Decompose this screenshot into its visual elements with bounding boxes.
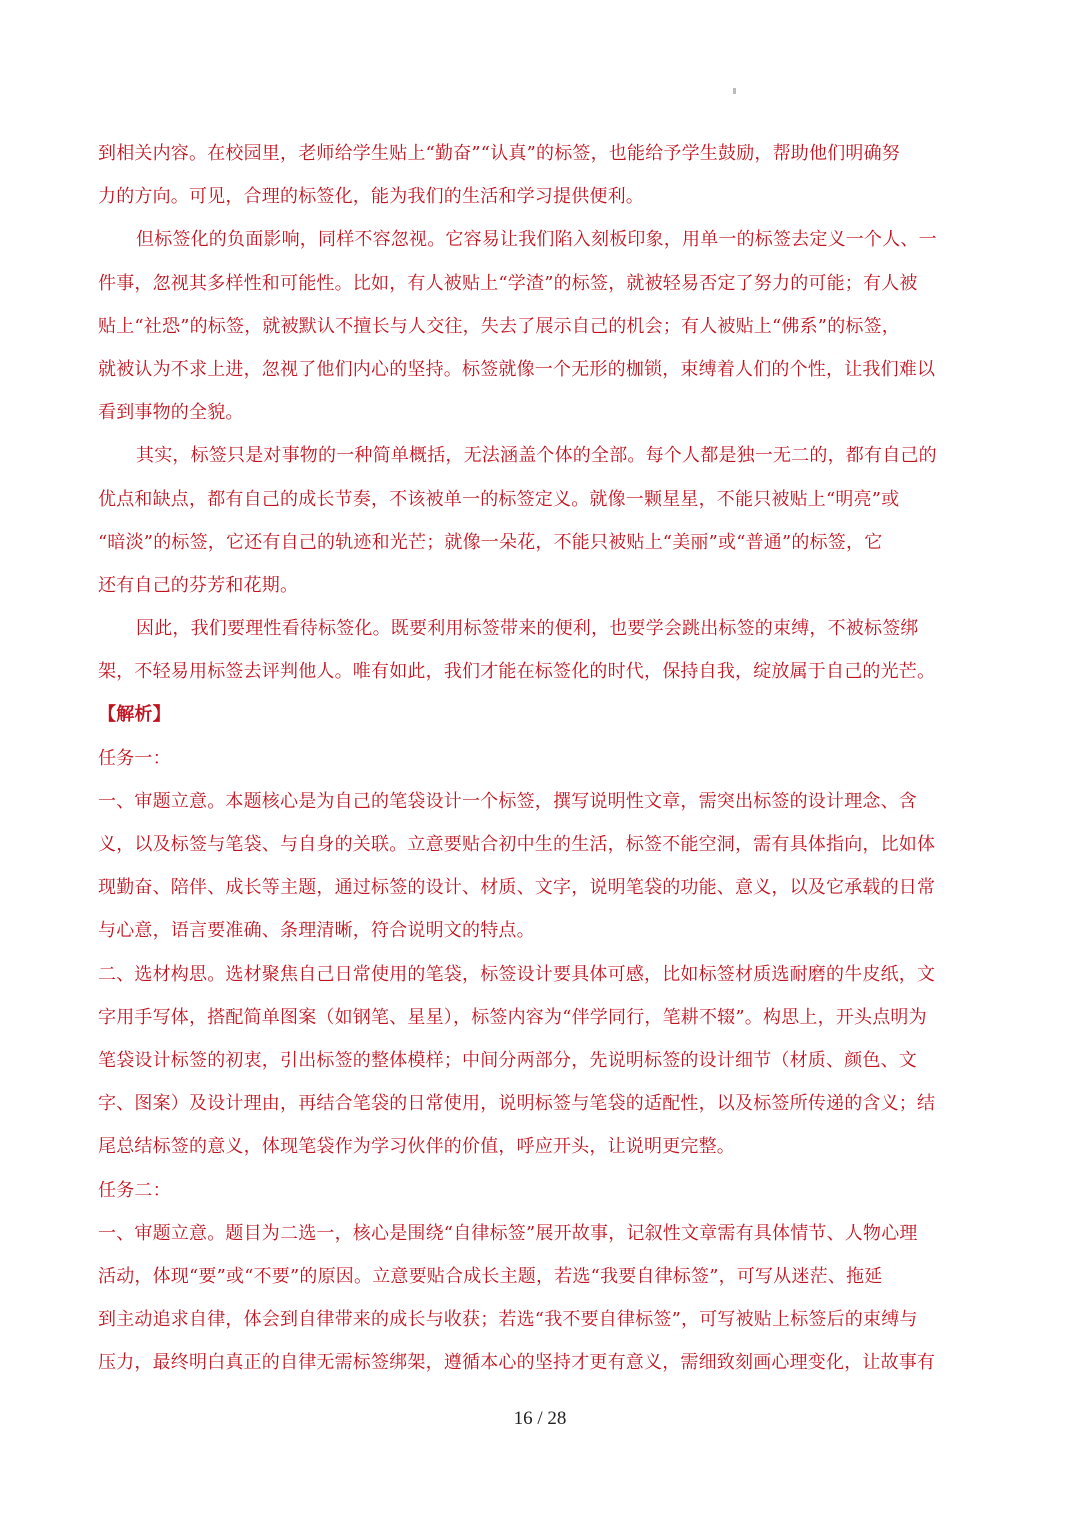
analysis-heading: 【解析】 (98, 704, 171, 726)
task-one-heading: 任务一： (98, 747, 171, 769)
text-line: 就被认为不求上进，忽视了他们内心的坚持。标签就像一个无形的枷锁，束缚着人们的个性，让我们难以 (98, 358, 936, 380)
text-line: 架，不轻易用标签去评判他人。唯有如此，我们才能在标签化的时代，保持自我，绽放属于自己的光芒。 (98, 661, 936, 683)
text-line: “暗淡”的标签，它还有自己的轨迹和光芒；就像一朵花，不能只被贴上“美丽”或“普通”的标签，它 (98, 531, 883, 553)
text-line: 字、图案）及设计理由，再结合笔袋的日常使用，说明标签与笔袋的适配性，以及标签所传递的含义；结 (98, 1093, 936, 1115)
text-line: 一、审题立意。本题核心是为自己的笔袋设计一个标签，撰写说明性文章，需突出标签的设计理念、含 (98, 790, 917, 812)
text-line: 件事，忽视其多样性和可能性。比如，有人被贴上“学渣”的标签，就被轻易否定了努力的可能；有人被 (98, 272, 918, 294)
text-line: 到相关内容。在校园里，老师给学生贴上“勤奋”“认真”的标签，也能给予学生鼓励，帮助他们明确努 (98, 143, 901, 164)
text-line: 看到事物的全貌。 (98, 402, 244, 424)
paragraph-start-line: 因此，我们要理性看待标签化。既要利用标签带来的便利，也要学会跳出标签的束缚，不被标签绑 (136, 618, 919, 640)
text-line: 字用手写体，搭配简单图案（如钢笔、星星），标签内容为“伴学同行，笔耕不辍”。构思上，开头点明为 (98, 1006, 927, 1028)
paragraph-start-line: 但标签化的负面影响，同样不容忽视。它容易让我们陷入刻板印象，用单一的标签去定义一个人、一 (136, 229, 937, 251)
text-line: 活动，体现“要”或“不要”的原因。立意要贴合成长主题，若选“我要自律标签”，可写从迷茫、拖延 (98, 1265, 883, 1287)
text-line: 与心意，语言要准确、条理清晰，符合说明文的特点。 (98, 920, 535, 942)
text-line: 现勤奋、陪伴、成长等主题，通过标签的设计、材质、文字，说明笔袋的功能、意义，以及它承载的日常 (98, 877, 936, 899)
page-number: 16 / 28 (513, 1408, 567, 1429)
text-line: 笔袋设计标签的初衷，引出标签的整体模样；中间分两部分，先说明标签的设计细节（材质、颜色、文 (98, 1049, 917, 1071)
paragraph-start-line: 其实，标签只是对事物的一种简单概括，无法涵盖个体的全部。每个人都是独一无二的，都有自己的 (136, 445, 937, 467)
text-line: 压力，最终明白真正的自律无需标签绑架，遵循本心的坚持才更有意义，需细致刻画心理变化，让故事有 (98, 1352, 936, 1374)
text-line: 力的方向。可见，合理的标签化，能为我们的生活和学习提供便利。 (98, 186, 644, 208)
text-line: 义，以及标签与笔袋、与自身的关联。立意要贴合初中生的生活，标签不能空洞，需有具体指向，比如体 (98, 834, 936, 855)
text-line: 优点和缺点，都有自己的成长节奏，不该被单一的标签定义。就像一颗星星，不能只被贴上“明亮”或 (98, 488, 900, 510)
text-line: 一、审题立意。题目为二选一，核心是围绕“自律标签”展开故事，记叙性文章需有具体情节、人物心理 (98, 1222, 918, 1244)
page-top-mark (733, 88, 736, 94)
text-line: 二、选材构思。选材聚焦自己日常使用的笔袋，标签设计要具体可感，比如标签材质选耐磨的牛皮纸，文 (98, 963, 936, 985)
text-line: 还有自己的芬芳和花期。 (98, 574, 299, 596)
document-body (98, 132, 978, 1384)
text-line: 到主动追求自律，体会到自律带来的成长与收获；若选“我不要自律标签”，可写被贴上标签后的束缚与 (98, 1309, 918, 1331)
text-line: 尾总结标签的意义，体现笔袋作为学习伙伴的价值，呼应开头，让说明更完整。 (98, 1136, 735, 1158)
text-line: 贴上“社恐”的标签，就被默认不擅长与人交往，失去了展示自己的机会；有人被贴上“佛系”的标签， (98, 315, 901, 337)
task-two-heading: 任务二： (98, 1179, 171, 1201)
